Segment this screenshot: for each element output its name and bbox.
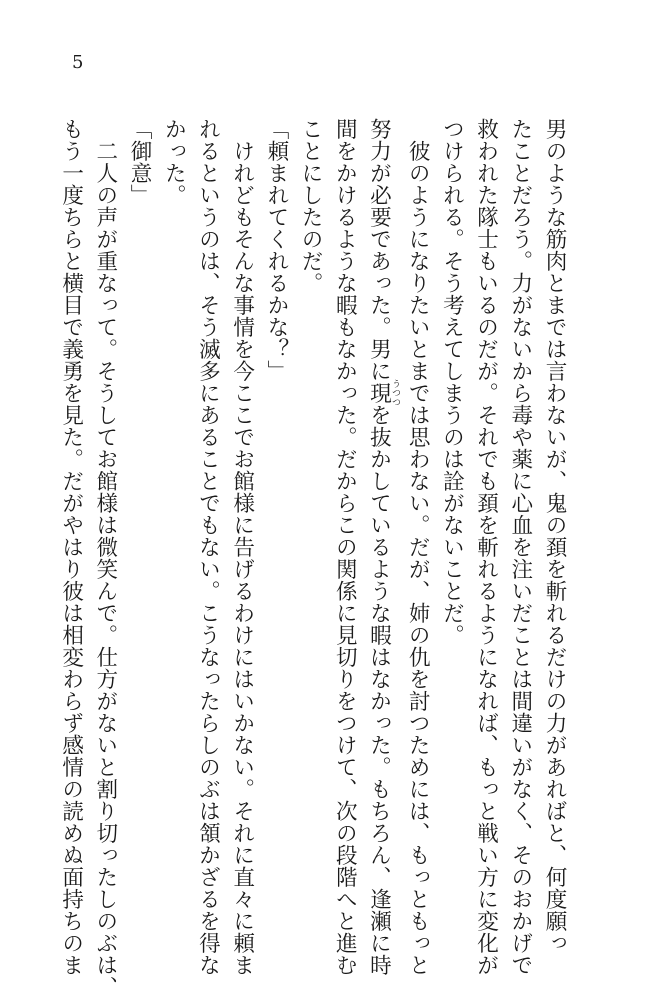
ruby-word xyxy=(366,378,400,408)
text-line-2: たことだろう。力がないから毒や薬に心血を注いだことは間違いがなく、そのおかげで xyxy=(507,118,533,976)
text-line-7: 間をかけるような暇もなかった。だからこの関係に見切りをつけて、次の段階へと進む xyxy=(332,118,358,976)
text-line-11: れるというのは、そう滅多にあることでもない。こうなったらしのぶは頷かざるを得な xyxy=(195,118,221,976)
text-line-4: つけられる。そう考えてしまうのは詮がないことだ。 xyxy=(439,118,465,646)
ruby-reading: うつつ xyxy=(389,378,400,408)
text-line-5: 彼のようになりたいとまでは思わない。だが、姉の仇を討つためには、もっともっと xyxy=(405,118,431,976)
vertical-text-body xyxy=(53,118,571,998)
text-line-6-start: 努力が必要であった。男に xyxy=(366,118,392,382)
text-line-12: かった。 xyxy=(161,118,187,206)
page-number: 5 xyxy=(72,52,84,73)
text-line-10: けれどもそんな事情を今ここでお館様に告げるわけにはいかない。それに直々に頼ま xyxy=(229,118,255,976)
text-line-15: もう一度ちらと横目で義勇を見た。だがやはり彼は相変わらず感情の読めぬ面持ちのま xyxy=(58,118,84,976)
text-line-13: 「御意」 xyxy=(127,118,153,206)
text-line-6-end: を抜かしているような暇はなかった。もちろん、逢瀬に時 xyxy=(366,404,392,976)
text-line-14: 二人の声が重なって。そうしてお館様は微笑んで。仕方がないと割り切ったしのぶは、 xyxy=(92,118,118,998)
text-line-9: 「頼まれてくれるかな？」 xyxy=(263,118,289,382)
text-line-6 xyxy=(361,118,400,976)
text-line-1: 男のような筋肉とまでは言わないが、鬼の頚を斬れるだけの力があればと、何度願っ xyxy=(542,118,567,954)
ruby-base: 現 xyxy=(366,378,392,408)
text-line-8: ことにしたのだ。 xyxy=(298,118,324,294)
text-line-3: 救われた隊士もいるのだが。それでも頚を斬れるようになれば、もっと戦い方に変化が xyxy=(473,118,499,976)
